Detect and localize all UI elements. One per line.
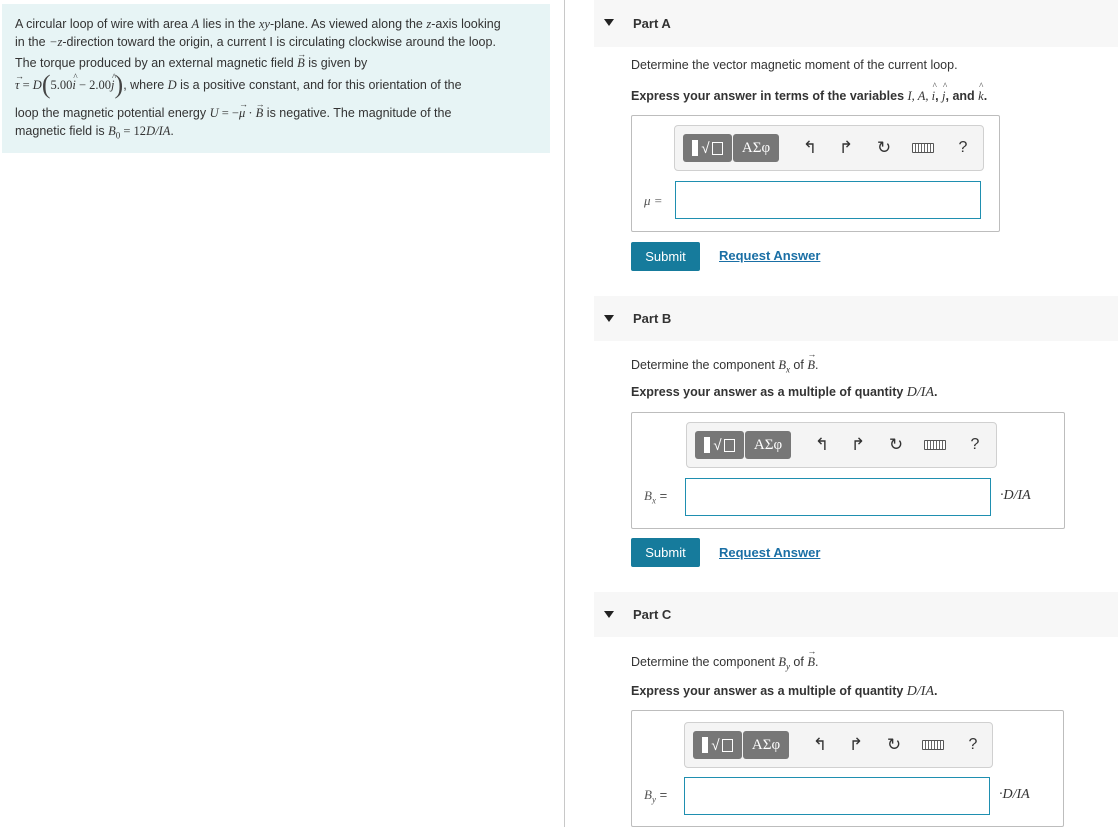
undo-icon[interactable]: ↰ — [814, 435, 830, 454]
part-b-instruction: Determine the component $B_x$ of → B. — [631, 358, 818, 375]
problem-line-1: A circular loop of wire with area A lies in the xy-plane. As viewed along the z-axis looking — [15, 17, 501, 31]
help-icon[interactable]: ? — [970, 436, 980, 453]
part-b-title: Part B — [633, 311, 672, 326]
redo-icon[interactable]: ↱ — [848, 735, 864, 754]
bx-label: $B_x$ = — [644, 488, 668, 506]
problem-statement — [2, 4, 550, 153]
keyboard-icon[interactable] — [924, 440, 946, 450]
mu-answer-input[interactable] — [675, 181, 981, 219]
column-divider — [564, 0, 565, 827]
part-a-express: Express your answer in terms of the variables I, A, ^ i, ^ j, and ^ k. — [631, 89, 987, 104]
part-b-answer-box — [631, 412, 1065, 529]
part-b-submit-button[interactable]: Submit — [631, 538, 700, 567]
mu-label: μ = — [644, 193, 663, 208]
part-b-header[interactable] — [594, 296, 1118, 341]
problem-line-6: magnetic field is $B_0 = 12D/IA$. — [15, 124, 174, 141]
redo-icon[interactable]: ↱ — [850, 435, 866, 454]
part-b-request-answer-link[interactable]: Request Answer — [719, 545, 821, 560]
greek-symbols-button[interactable]: ΑΣφ — [745, 431, 791, 459]
bx-answer-input[interactable] — [685, 478, 991, 516]
collapse-triangle-icon[interactable] — [604, 315, 614, 322]
help-icon[interactable]: ? — [958, 139, 968, 156]
templates-button[interactable]: √ — [695, 431, 744, 459]
collapse-triangle-icon[interactable] — [604, 611, 614, 618]
right-paren: ) — [114, 70, 124, 99]
part-c-instruction: Determine the component $B_y$ of → B. — [631, 655, 818, 672]
part-b-express: Express your answer as a multiple of quantity D/IA. — [631, 385, 938, 400]
reset-icon[interactable]: ↻ — [876, 138, 892, 157]
part-a-instruction: Determine the vector magnetic moment of the current loop. — [631, 58, 958, 72]
undo-icon[interactable]: ↰ — [802, 138, 818, 157]
part-a-submit-button[interactable]: Submit — [631, 242, 700, 271]
by-answer-input[interactable] — [684, 777, 990, 815]
help-icon[interactable]: ? — [968, 736, 978, 753]
reset-icon[interactable]: ↻ — [886, 735, 902, 754]
part-c-express: Express your answer as a multiple of quantity D/IA. — [631, 684, 938, 699]
collapse-triangle-icon[interactable] — [604, 19, 614, 26]
templates-button[interactable]: √ — [683, 134, 732, 162]
problem-line-5: loop the magnetic potential energy U = −→ μ · → B is negative. The magnitude of the — [15, 104, 537, 122]
part-a-header[interactable] — [594, 0, 1118, 47]
math-toolbar — [684, 722, 993, 768]
redo-icon[interactable]: ↱ — [838, 138, 854, 157]
part-c-title: Part C — [633, 607, 672, 622]
undo-icon[interactable]: ↰ — [812, 735, 828, 754]
templates-button[interactable]: √ — [693, 731, 742, 759]
problem-line-2: in the −z-direction toward the origin, a current I is circulating clockwise around the loop. — [15, 35, 496, 49]
bx-unit-label: ·D/IA — [1000, 488, 1031, 503]
left-paren: ( — [41, 70, 51, 99]
keyboard-icon[interactable] — [912, 143, 934, 153]
by-label: $B_y$ = — [644, 787, 668, 805]
part-c-header[interactable] — [594, 592, 1118, 637]
part-c-answer-box — [631, 710, 1064, 827]
greek-symbols-button[interactable]: ΑΣφ — [733, 134, 779, 162]
by-unit-label: ·D/IA — [999, 787, 1030, 802]
math-toolbar — [686, 422, 997, 468]
problem-line-4: → τ = D(5.00^ i − 2.00^ j), where D is a positive constant, and for this orientation of the — [15, 76, 537, 94]
keyboard-icon[interactable] — [922, 740, 944, 750]
math-toolbar — [674, 125, 984, 171]
reset-icon[interactable]: ↻ — [888, 435, 904, 454]
part-a-title: Part A — [633, 16, 671, 31]
part-a-answer-box — [631, 115, 1000, 232]
greek-symbols-button[interactable]: ΑΣφ — [743, 731, 789, 759]
part-a-request-answer-link[interactable]: Request Answer — [719, 248, 821, 263]
problem-line-3: The torque produced by an external magnetic field → B is given by — [15, 54, 537, 72]
